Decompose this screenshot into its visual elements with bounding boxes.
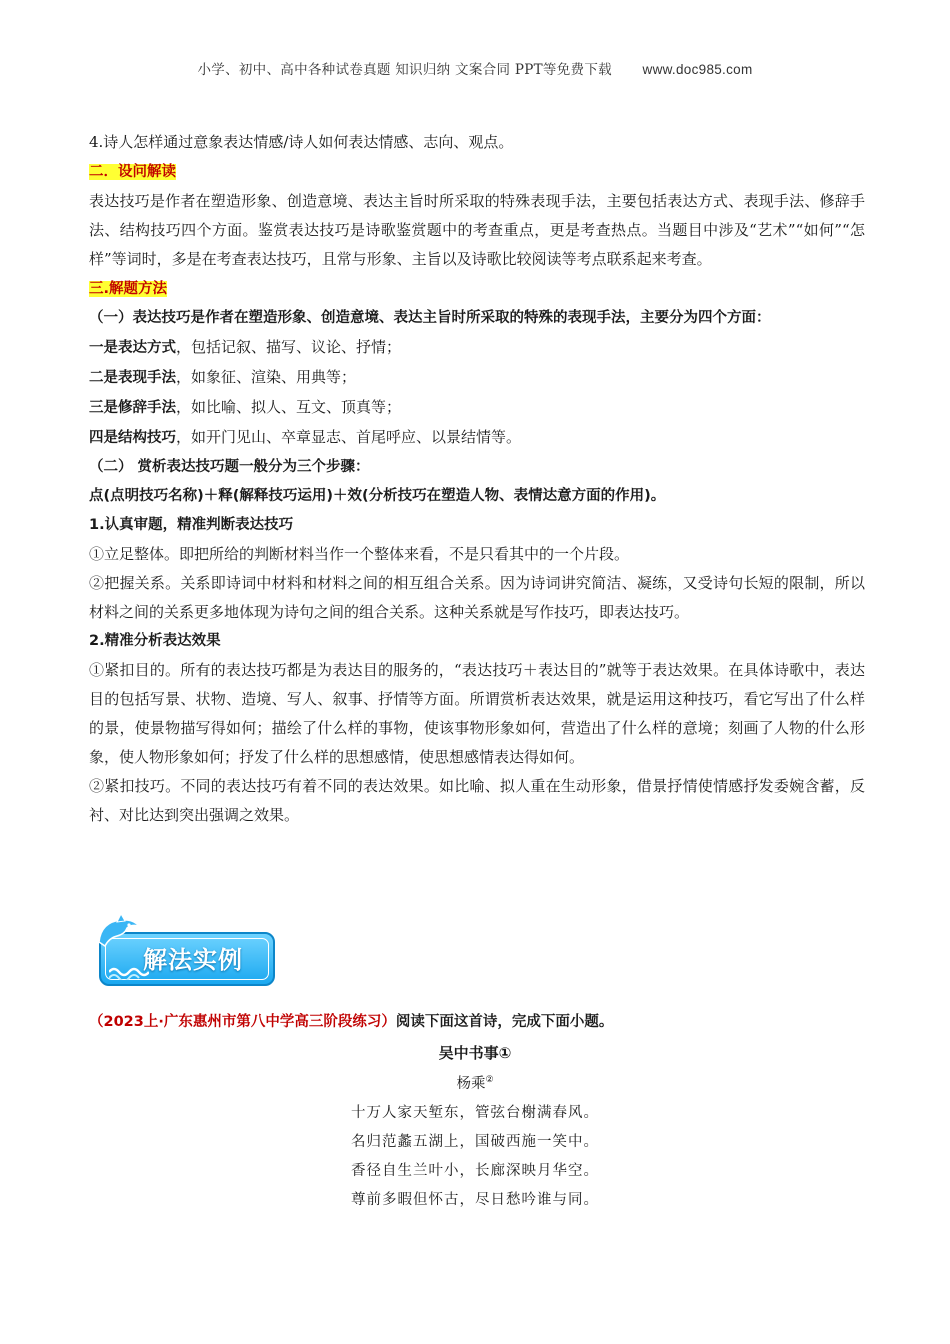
method-1-title: （一）表达技巧是作者在塑造形象、创造意境、表达主旨时所采取的特殊的表现手法，主要分为四个方面： (89, 310, 771, 326)
poem-line: 尊前多暇但怀古，尽日愁吟谁与同。 (351, 1191, 599, 1208)
poem-author: 杨乘 (456, 1075, 486, 1092)
step-1-title: 1.认真审题，精准判断表达技巧 (89, 517, 294, 533)
example-source: （2023上·广东惠州市第八中学高三阶段练习） (89, 1014, 396, 1030)
section-2-title: 二．设问解读 (89, 164, 176, 180)
step-2-paragraph-1: ①紧扣目的。所有的表达技巧都是为表达目的服务的，“表达技巧＋表达目的”就等于表达效果。在具体诗歌中，表达目的包括写景、状物、造境、写人、叙事、抒情等方面。所谓赏析表达效果，就是运用这种技巧，看它写出了什么样的景，使景物描写得如何；描绘了什么样的事物，使该事物形象如何，营造出了什么样的意境；刻画了人物的什么形象，使人物形象如何；抒发了什么样的思想感情，使思想感情表达得如何。 (89, 661, 865, 766)
aspect-4 (89, 423, 865, 453)
aspect-3 (89, 393, 865, 423)
aspect-1-label: 一是表达方式 (89, 340, 176, 356)
aspect-2-label: 二是表现手法 (89, 370, 176, 386)
main-content (89, 128, 865, 830)
header-text: 小学、初中、高中各种试卷真题 知识归纳 文案合同 PPT等免费下载 (197, 62, 612, 78)
aspect-4-text: ，如开门见山、卒章显志、首尾呼应、以景结情等。 (176, 428, 522, 446)
poem-author-line (0, 1065, 950, 1099)
poem (0, 1041, 950, 1215)
header-url[interactable]: www.doc985.com (642, 62, 753, 77)
poem-line: 十万人家天堑东，管弦台榭满春风。 (351, 1104, 599, 1121)
section-2-body: 表达技巧是作者在塑造形象、创造意境、表达主旨时所采取的特殊表现手法，主要包括表达方式、表现手法、修辞手法、结构技巧四个方面。鉴赏表达技巧是诗歌鉴赏题中的考查重点，更是考查热点。当题目中涉及“艺术”“如何”“怎样”等词时，多是在考查表达技巧，且常与形象、主旨以及诗歌比较阅读等考点联系起来考查。 (89, 192, 865, 268)
poem-title: 吴中书事① (438, 1044, 512, 1062)
aspect-3-label: 三是修辞手法 (89, 400, 176, 416)
step-2-paragraph-2: ②紧扣技巧。不同的表达技巧有着不同的表达效果。如比喻、拟人重在生动形象，借景抒情使情感抒发委婉含蓄，反衬、对比达到突出强调之效果。 (89, 777, 865, 824)
aspect-1 (89, 333, 865, 363)
poem-author-note: ② (485, 1075, 494, 1085)
banner-label: 解法实例 (143, 946, 243, 974)
example-instruction: 阅读下面这首诗，完成下面小题。 (395, 1014, 614, 1030)
aspect-4-label: 四是结构技巧 (89, 430, 176, 446)
poem-line: 名归范蠡五湖上，国破西施一笑中。 (351, 1133, 599, 1150)
aspect-1-text: ，包括记叙、描写、议论、抒情； (176, 338, 402, 356)
question-4: 4.诗人怎样通过意象表达情感/诗人如何表达情感、志向、观点。 (89, 133, 514, 151)
dolphin-icon (95, 912, 143, 952)
poem-line: 香径自生兰叶小，长廊深映月华空。 (351, 1162, 599, 1179)
solution-example-banner (95, 912, 279, 992)
example-intro (89, 1010, 865, 1034)
formula: 点(点明技巧名称)＋释(解释技巧运用)＋效(分析技巧在塑造人物、表情达意方面的作用)。 (89, 488, 666, 504)
step-1-paragraph-2: ②把握关系。关系即诗词中材料和材料之间的相互组合关系。因为诗词讲究简洁、凝练，又受诗句长短的限制，所以材料之间的关系更多地体现为诗句之间的组合关系。这种关系就是写作技巧，即表达技巧。 (89, 574, 865, 621)
aspect-3-text: ，如比喻、拟人、互文、顶真等； (176, 398, 402, 416)
method-2-title: （二） 赏析表达技巧题一般分为三个步骤： (89, 459, 370, 475)
step-2-title: 2.精准分析表达效果 (89, 633, 221, 649)
section-3-title: 三.解题方法 (89, 281, 168, 297)
aspect-2-text: ，如象征、渲染、用典等； (176, 368, 357, 386)
step-1-paragraph-1: ①立足整体。即把所给的判断材料当作一个整体来看，不是只看其中的一个片段。 (89, 545, 630, 563)
page-header (0, 58, 950, 78)
aspect-2 (89, 363, 865, 393)
